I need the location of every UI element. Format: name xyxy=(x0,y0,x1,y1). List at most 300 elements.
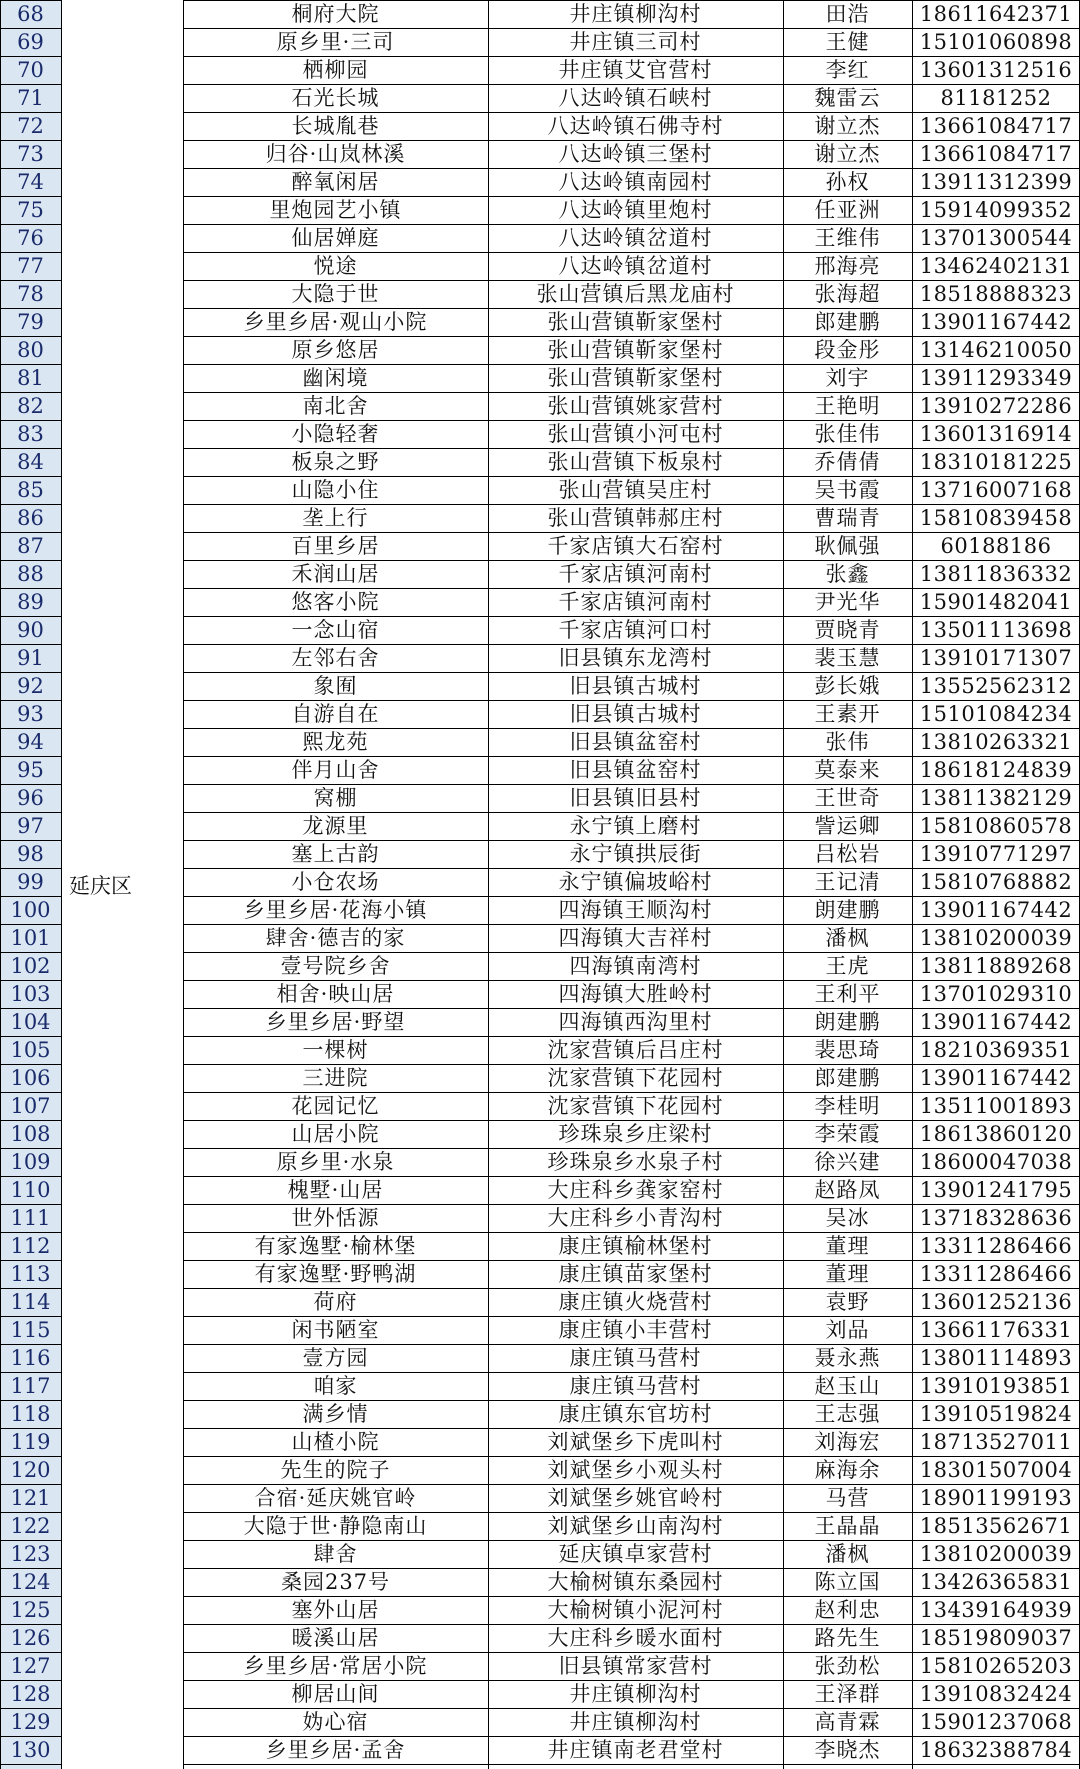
address: 康庄镇马营村 xyxy=(569,1346,702,1370)
contact-person: 刘宇 xyxy=(825,366,870,390)
row-number: 119 xyxy=(10,1430,51,1454)
address: 旧县镇盆窑村 xyxy=(569,730,702,754)
phone-number: 13901167442 xyxy=(919,310,1073,334)
homestay-name: 板泉之野 xyxy=(291,450,380,474)
phone-number: 13701300544 xyxy=(919,226,1073,250)
address: 刘斌堡乡山南沟村 xyxy=(547,1514,724,1538)
contact-person: 朗建鹏 xyxy=(814,898,881,922)
homestay-name: 肆舍·德吉的家 xyxy=(265,926,406,950)
address: 康庄镇榆林堡村 xyxy=(558,1234,713,1258)
row-number: 111 xyxy=(10,1206,51,1230)
homestay-name: 肆舍 xyxy=(313,1542,358,1566)
row-number: 110 xyxy=(10,1178,51,1202)
phone-number: 13501113698 xyxy=(919,618,1073,642)
contact-person: 刘品 xyxy=(825,1318,870,1342)
contact-person: 彭长娥 xyxy=(814,674,881,698)
phone-number: 13811889268 xyxy=(919,954,1073,978)
phone-number: 81181252 xyxy=(940,86,1052,110)
contact-person: 裴思琦 xyxy=(814,1038,881,1062)
phone-number: 13901167442 xyxy=(919,898,1073,922)
row-number: 120 xyxy=(10,1458,51,1482)
contact-person: 徐兴建 xyxy=(814,1150,881,1174)
contact-person: 王利平 xyxy=(814,982,881,1006)
contact-person: 段金彤 xyxy=(814,338,881,362)
address: 康庄镇东官坊村 xyxy=(558,1402,713,1426)
phone-number: 18210369351 xyxy=(919,1038,1073,1062)
row-number: 74 xyxy=(17,170,44,194)
homestay-name: 乡里乡居·观山小院 xyxy=(243,310,428,334)
contact-person: 王世奇 xyxy=(814,786,881,810)
row-number: 98 xyxy=(17,842,44,866)
contact-person: 王健 xyxy=(825,30,870,54)
homestay-name: 妫心宿 xyxy=(302,1710,369,1734)
phone-number: 13661084717 xyxy=(919,142,1073,166)
row-number: 122 xyxy=(10,1514,51,1538)
phone-number: 18518888323 xyxy=(919,282,1073,306)
district-label: 延庆区 xyxy=(69,873,132,898)
grid-line xyxy=(0,0,1,1769)
contact-person: 赵利忠 xyxy=(814,1598,881,1622)
homestay-name: 垄上行 xyxy=(302,506,369,530)
homestay-name: 山楂小院 xyxy=(291,1430,380,1454)
phone-number: 13901167442 xyxy=(919,1066,1073,1090)
phone-number: 13601312516 xyxy=(919,58,1073,82)
address: 四海镇王顺沟村 xyxy=(558,898,713,922)
row-number: 115 xyxy=(10,1318,51,1342)
phone-number: 13810200039 xyxy=(919,926,1073,950)
homestay-name: 荷府 xyxy=(313,1290,358,1314)
phone-number: 18301507004 xyxy=(919,1458,1073,1482)
address: 珍珠泉乡水泉子村 xyxy=(547,1150,724,1174)
homestay-name: 长城胤巷 xyxy=(291,114,380,138)
row-number: 128 xyxy=(10,1682,51,1706)
phone-number: 13910272286 xyxy=(919,394,1073,418)
row-number: 114 xyxy=(10,1290,51,1314)
contact-person: 潘枫 xyxy=(825,1542,870,1566)
homestay-name: 自游自在 xyxy=(291,702,380,726)
phone-number: 13511001893 xyxy=(919,1094,1073,1118)
homestay-name: 熙龙苑 xyxy=(302,730,369,754)
row-number: 104 xyxy=(10,1010,51,1034)
homestay-name: 合宿·延庆姚官岭 xyxy=(254,1486,417,1510)
address: 旧县镇盆窑村 xyxy=(569,758,702,782)
row-number: 113 xyxy=(10,1262,51,1286)
phone-number: 15101060898 xyxy=(919,30,1073,54)
contact-person: 邢海亮 xyxy=(814,254,881,278)
contact-person: 张海超 xyxy=(814,282,881,306)
contact-person: 路先生 xyxy=(814,1626,881,1650)
contact-person: 张鑫 xyxy=(825,562,870,586)
row-number: 94 xyxy=(17,730,44,754)
address: 大榆树镇小泥河村 xyxy=(547,1598,724,1622)
phone-number: 18310181225 xyxy=(919,450,1073,474)
phone-number: 13911293349 xyxy=(919,366,1073,390)
homestay-name: 幽闲境 xyxy=(302,366,369,390)
phone-number: 13661176331 xyxy=(919,1318,1073,1342)
grid-line xyxy=(61,0,62,1769)
contact-person: 王泽群 xyxy=(814,1682,881,1706)
contact-person: 马营 xyxy=(825,1486,870,1510)
homestay-name: 栖柳园 xyxy=(302,58,369,82)
contact-person: 郎建鹏 xyxy=(814,1066,881,1090)
row-number: 100 xyxy=(10,898,51,922)
contact-person: 张佳伟 xyxy=(814,422,881,446)
homestay-name: 柳居山间 xyxy=(291,1682,380,1706)
phone-number: 15810860578 xyxy=(919,814,1073,838)
address: 珍珠泉乡庄梁村 xyxy=(558,1122,713,1146)
contact-person: 潘枫 xyxy=(825,926,870,950)
address: 井庄镇艾官营村 xyxy=(558,58,713,82)
phone-number: 18513562671 xyxy=(919,1514,1073,1538)
contact-person: 贾晓青 xyxy=(814,618,881,642)
address: 千家店镇河南村 xyxy=(558,562,713,586)
address: 张山营镇小河屯村 xyxy=(547,422,724,446)
phone-number: 13311286466 xyxy=(919,1262,1073,1286)
contact-person: 谢立杰 xyxy=(814,114,881,138)
address: 井庄镇柳沟村 xyxy=(569,1682,702,1706)
phone-number: 13901241795 xyxy=(919,1178,1073,1202)
address: 八达岭镇岔道村 xyxy=(558,226,713,250)
homestay-name: 一念山宿 xyxy=(291,618,380,642)
row-number: 77 xyxy=(17,254,44,278)
row-number: 116 xyxy=(10,1346,51,1370)
row-number: 82 xyxy=(17,394,44,418)
address: 八达岭镇南园村 xyxy=(558,170,713,194)
row-number: 96 xyxy=(17,786,44,810)
homestay-name: 乡里乡居·常居小院 xyxy=(243,1654,428,1678)
address: 沈家营镇下花园村 xyxy=(547,1066,724,1090)
homestay-name: 壹号院乡舍 xyxy=(280,954,391,978)
homestay-name: 伴月山舍 xyxy=(291,758,380,782)
phone-number: 13910832424 xyxy=(919,1682,1073,1706)
contact-person: 陈立国 xyxy=(814,1570,881,1594)
homestay-name: 有家逸墅·榆林堡 xyxy=(254,1234,417,1258)
homestay-name: 暖溪山居 xyxy=(291,1626,380,1650)
address: 沈家营镇后吕庄村 xyxy=(547,1038,724,1062)
phone-number: 18611642371 xyxy=(919,2,1073,26)
row-number: 73 xyxy=(17,142,44,166)
address: 张山营镇靳家堡村 xyxy=(547,338,724,362)
address: 永宁镇偏坡峪村 xyxy=(558,870,713,894)
row-number: 75 xyxy=(17,198,44,222)
phone-number: 13910519824 xyxy=(919,1402,1073,1426)
phone-number: 13601252136 xyxy=(919,1290,1073,1314)
contact-person: 尹光华 xyxy=(814,590,881,614)
homestay-name: 小仓农场 xyxy=(291,870,380,894)
contact-person: 李红 xyxy=(825,58,870,82)
address: 沈家营镇下花园村 xyxy=(547,1094,724,1118)
address: 八达岭镇三堡村 xyxy=(558,142,713,166)
phone-number: 13311286466 xyxy=(919,1234,1073,1258)
phone-number: 18632388784 xyxy=(919,1738,1073,1762)
row-number: 127 xyxy=(10,1654,51,1678)
phone-number: 13910771297 xyxy=(919,842,1073,866)
homestay-name: 仙居婵庭 xyxy=(291,226,380,250)
row-number: 121 xyxy=(10,1486,51,1510)
row-number: 85 xyxy=(17,478,44,502)
address: 旧县镇常家营村 xyxy=(558,1654,713,1678)
address: 永宁镇上磨村 xyxy=(569,814,702,838)
row-number: 118 xyxy=(10,1402,51,1426)
row-number: 112 xyxy=(10,1234,51,1258)
row-number: 107 xyxy=(10,1094,51,1118)
phone-number: 15810265203 xyxy=(919,1654,1073,1678)
address: 千家店镇河口村 xyxy=(558,618,713,642)
contact-person: 裴玉慧 xyxy=(814,646,881,670)
homestay-name: 里炮园艺小镇 xyxy=(269,198,402,222)
contact-person: 魏雷云 xyxy=(814,86,881,110)
phone-number: 13439164939 xyxy=(919,1598,1073,1622)
row-number: 71 xyxy=(17,86,44,110)
homestay-name: 小隐轻奢 xyxy=(291,422,380,446)
address: 大庄科乡龚家窑村 xyxy=(547,1178,724,1202)
address: 大庄科乡暖水面村 xyxy=(547,1626,724,1650)
row-number: 97 xyxy=(17,814,44,838)
row-number: 125 xyxy=(10,1598,51,1622)
phone-number: 13601316914 xyxy=(919,422,1073,446)
row-number: 86 xyxy=(17,506,44,530)
address: 康庄镇马营村 xyxy=(569,1374,702,1398)
phone-number: 13718328636 xyxy=(919,1206,1073,1230)
address: 千家店镇大石窑村 xyxy=(547,534,724,558)
phone-number: 15101084234 xyxy=(919,702,1073,726)
address: 旧县镇旧县村 xyxy=(569,786,702,810)
row-number: 109 xyxy=(10,1150,51,1174)
row-number: 101 xyxy=(10,926,51,950)
address: 张山营镇靳家堡村 xyxy=(547,366,724,390)
address: 永宁镇拱辰街 xyxy=(569,842,702,866)
phone-number: 60188186 xyxy=(940,534,1052,558)
row-number: 126 xyxy=(10,1626,51,1650)
contact-person: 孙权 xyxy=(825,170,870,194)
address: 井庄镇柳沟村 xyxy=(569,2,702,26)
phone-number: 15810768882 xyxy=(919,870,1073,894)
phone-number: 13811382129 xyxy=(919,786,1073,810)
homestay-name: 石光长城 xyxy=(291,86,380,110)
row-number: 79 xyxy=(17,310,44,334)
address: 张山营镇姚家营村 xyxy=(547,394,724,418)
contact-person: 耿佩强 xyxy=(814,534,881,558)
homestay-name: 一棵树 xyxy=(302,1038,369,1062)
contact-person: 吕松岩 xyxy=(814,842,881,866)
contact-person: 聂永燕 xyxy=(814,1346,881,1370)
row-number: 89 xyxy=(17,590,44,614)
homestay-name: 闲书陋室 xyxy=(291,1318,380,1342)
row-number: 70 xyxy=(17,58,44,82)
address: 刘斌堡乡小观头村 xyxy=(547,1458,724,1482)
row-number: 108 xyxy=(10,1122,51,1146)
contact-person: 王维伟 xyxy=(814,226,881,250)
contact-person: 李荣霞 xyxy=(814,1122,881,1146)
contact-person: 赵玉山 xyxy=(814,1374,881,1398)
contact-person: 李晓杰 xyxy=(814,1738,881,1762)
phone-number: 13810200039 xyxy=(919,1542,1073,1566)
contact-person: 董理 xyxy=(825,1262,870,1286)
phone-number: 13716007168 xyxy=(919,478,1073,502)
address: 康庄镇火烧营村 xyxy=(558,1290,713,1314)
contact-person: 吴书霞 xyxy=(814,478,881,502)
grid-line xyxy=(783,0,784,1769)
contact-person: 王晶晶 xyxy=(814,1514,881,1538)
phone-number: 15914099352 xyxy=(919,198,1073,222)
row-number: 76 xyxy=(17,226,44,250)
row-number: 68 xyxy=(17,2,44,26)
contact-person: 谢立杰 xyxy=(814,142,881,166)
address: 千家店镇河南村 xyxy=(558,590,713,614)
homestay-name: 塞外山居 xyxy=(291,1598,380,1622)
phone-number: 13811836332 xyxy=(919,562,1073,586)
homestay-name: 槐墅·山居 xyxy=(287,1178,384,1202)
phone-number: 13801114893 xyxy=(919,1346,1073,1370)
contact-person: 王虎 xyxy=(825,954,870,978)
phone-number: 18600047038 xyxy=(919,1150,1073,1174)
row-number: 88 xyxy=(17,562,44,586)
row-number: 80 xyxy=(17,338,44,362)
homestay-name: 桑园237号 xyxy=(280,1570,391,1594)
address: 旧县镇古城村 xyxy=(569,702,702,726)
row-number: 103 xyxy=(10,982,51,1006)
address: 井庄镇三司村 xyxy=(569,30,702,54)
row-number: 81 xyxy=(17,366,44,390)
row-number: 83 xyxy=(17,422,44,446)
homestay-name: 有家逸墅·野鸭湖 xyxy=(254,1262,417,1286)
contact-person: 张伟 xyxy=(825,730,870,754)
homestay-name: 南北舍 xyxy=(302,394,369,418)
homestay-name: 三进院 xyxy=(302,1066,369,1090)
address: 四海镇南湾村 xyxy=(569,954,702,978)
contact-person: 莫泰来 xyxy=(814,758,881,782)
homestay-name: 大隐于世·静隐南山 xyxy=(243,1514,428,1538)
phone-number: 18519809037 xyxy=(919,1626,1073,1650)
phone-number: 18618124839 xyxy=(919,758,1073,782)
address: 井庄镇南老君堂村 xyxy=(547,1738,724,1762)
homestay-name: 桐府大院 xyxy=(291,2,380,26)
row-number: 129 xyxy=(10,1710,51,1734)
row-number: 117 xyxy=(10,1374,51,1398)
phone-number: 13552562312 xyxy=(919,674,1073,698)
homestay-name: 山隐小住 xyxy=(291,478,380,502)
row-number: 92 xyxy=(17,674,44,698)
address: 井庄镇柳沟村 xyxy=(569,1710,702,1734)
homestay-name: 乡里乡居·花海小镇 xyxy=(243,898,428,922)
address: 延庆镇卓家营村 xyxy=(558,1542,713,1566)
phone-number: 18613860120 xyxy=(919,1122,1073,1146)
contact-person: 赵路凤 xyxy=(814,1178,881,1202)
homestay-name: 塞上古韵 xyxy=(291,842,380,866)
row-number: 87 xyxy=(17,534,44,558)
phone-number: 13661084717 xyxy=(919,114,1073,138)
homestay-name: 归谷·山岚林溪 xyxy=(265,142,406,166)
address: 张山营镇韩郝庄村 xyxy=(547,506,724,530)
homestay-name: 壹方园 xyxy=(302,1346,369,1370)
address: 八达岭镇石佛寺村 xyxy=(547,114,724,138)
phone-number: 13426365831 xyxy=(919,1570,1073,1594)
phone-number: 13901167442 xyxy=(919,1010,1073,1034)
row-number: 93 xyxy=(17,702,44,726)
contact-person: 麻海余 xyxy=(814,1458,881,1482)
row-number: 90 xyxy=(17,618,44,642)
contact-person: 乔倩倩 xyxy=(814,450,881,474)
grid-line xyxy=(183,0,184,1769)
phone-number: 18713527011 xyxy=(919,1430,1073,1454)
address: 旧县镇古城村 xyxy=(569,674,702,698)
homestay-name: 原乡里·三司 xyxy=(276,30,395,54)
phone-number: 13701029310 xyxy=(919,982,1073,1006)
homestay-name: 花园记忆 xyxy=(291,1094,380,1118)
homestay-name: 乡里乡居·孟舍 xyxy=(265,1738,406,1762)
contact-person: 吴冰 xyxy=(825,1206,870,1230)
address: 大榆树镇东桑园村 xyxy=(547,1570,724,1594)
homestay-name: 悠客小院 xyxy=(291,590,380,614)
contact-person: 郎建鹏 xyxy=(814,310,881,334)
homestay-name: 象囿 xyxy=(313,674,358,698)
contact-person: 王志强 xyxy=(814,1402,881,1426)
address: 张山营镇后黑龙庙村 xyxy=(536,282,735,306)
address: 刘斌堡乡下虎叫村 xyxy=(547,1430,724,1454)
address: 八达岭镇里炮村 xyxy=(558,198,713,222)
address: 四海镇大吉祥村 xyxy=(558,926,713,950)
row-number: 69 xyxy=(17,30,44,54)
row-number: 124 xyxy=(10,1570,51,1594)
phone-number: 13810263321 xyxy=(919,730,1073,754)
row-number: 102 xyxy=(10,954,51,978)
homestay-name: 原乡悠居 xyxy=(291,338,380,362)
homestay-name: 醉氧闲居 xyxy=(291,170,380,194)
homestay-name: 原乡里·水泉 xyxy=(276,1150,395,1174)
row-number: 91 xyxy=(17,646,44,670)
contact-person: 田浩 xyxy=(825,2,870,26)
row-number: 130 xyxy=(10,1738,51,1762)
homestay-name: 龙源里 xyxy=(302,814,369,838)
grid-line xyxy=(912,0,913,1769)
contact-person: 刘海宏 xyxy=(814,1430,881,1454)
address: 四海镇大胜岭村 xyxy=(558,982,713,1006)
phone-number: 13910193851 xyxy=(919,1374,1073,1398)
homestay-name: 世外恬源 xyxy=(291,1206,380,1230)
homestay-name: 窝棚 xyxy=(313,786,358,810)
address: 八达岭镇石峡村 xyxy=(558,86,713,110)
contact-person: 朗建鹏 xyxy=(814,1010,881,1034)
address: 刘斌堡乡姚官岭村 xyxy=(547,1486,724,1510)
contact-person: 任亚洲 xyxy=(814,198,881,222)
homestay-name: 山居小院 xyxy=(291,1122,380,1146)
homestay-name: 禾润山居 xyxy=(291,562,380,586)
row-number: 95 xyxy=(17,758,44,782)
address: 张山营镇靳家堡村 xyxy=(547,310,724,334)
homestay-name: 咱家 xyxy=(313,1374,358,1398)
address: 康庄镇小丰营村 xyxy=(558,1318,713,1342)
contact-person: 董理 xyxy=(825,1234,870,1258)
phone-number: 13146210050 xyxy=(919,338,1073,362)
phone-number: 18901199193 xyxy=(919,1486,1073,1510)
homestay-name: 相舍·映山居 xyxy=(276,982,395,1006)
contact-person: 袁野 xyxy=(825,1290,870,1314)
address: 四海镇西沟里村 xyxy=(558,1010,713,1034)
phone-number: 13910171307 xyxy=(919,646,1073,670)
row-number: 105 xyxy=(10,1038,51,1062)
contact-person: 李桂明 xyxy=(814,1094,881,1118)
contact-person: 訾运卿 xyxy=(814,814,881,838)
phone-number: 15810839458 xyxy=(919,506,1073,530)
district-column xyxy=(61,0,183,1769)
phone-number: 15901482041 xyxy=(919,590,1073,614)
row-number: 78 xyxy=(17,282,44,306)
contact-person: 张劲松 xyxy=(814,1654,881,1678)
contact-person: 王艳明 xyxy=(814,394,881,418)
address: 张山营镇下板泉村 xyxy=(547,450,724,474)
address: 大庄科乡小青沟村 xyxy=(547,1206,724,1230)
address: 八达岭镇岔道村 xyxy=(558,254,713,278)
